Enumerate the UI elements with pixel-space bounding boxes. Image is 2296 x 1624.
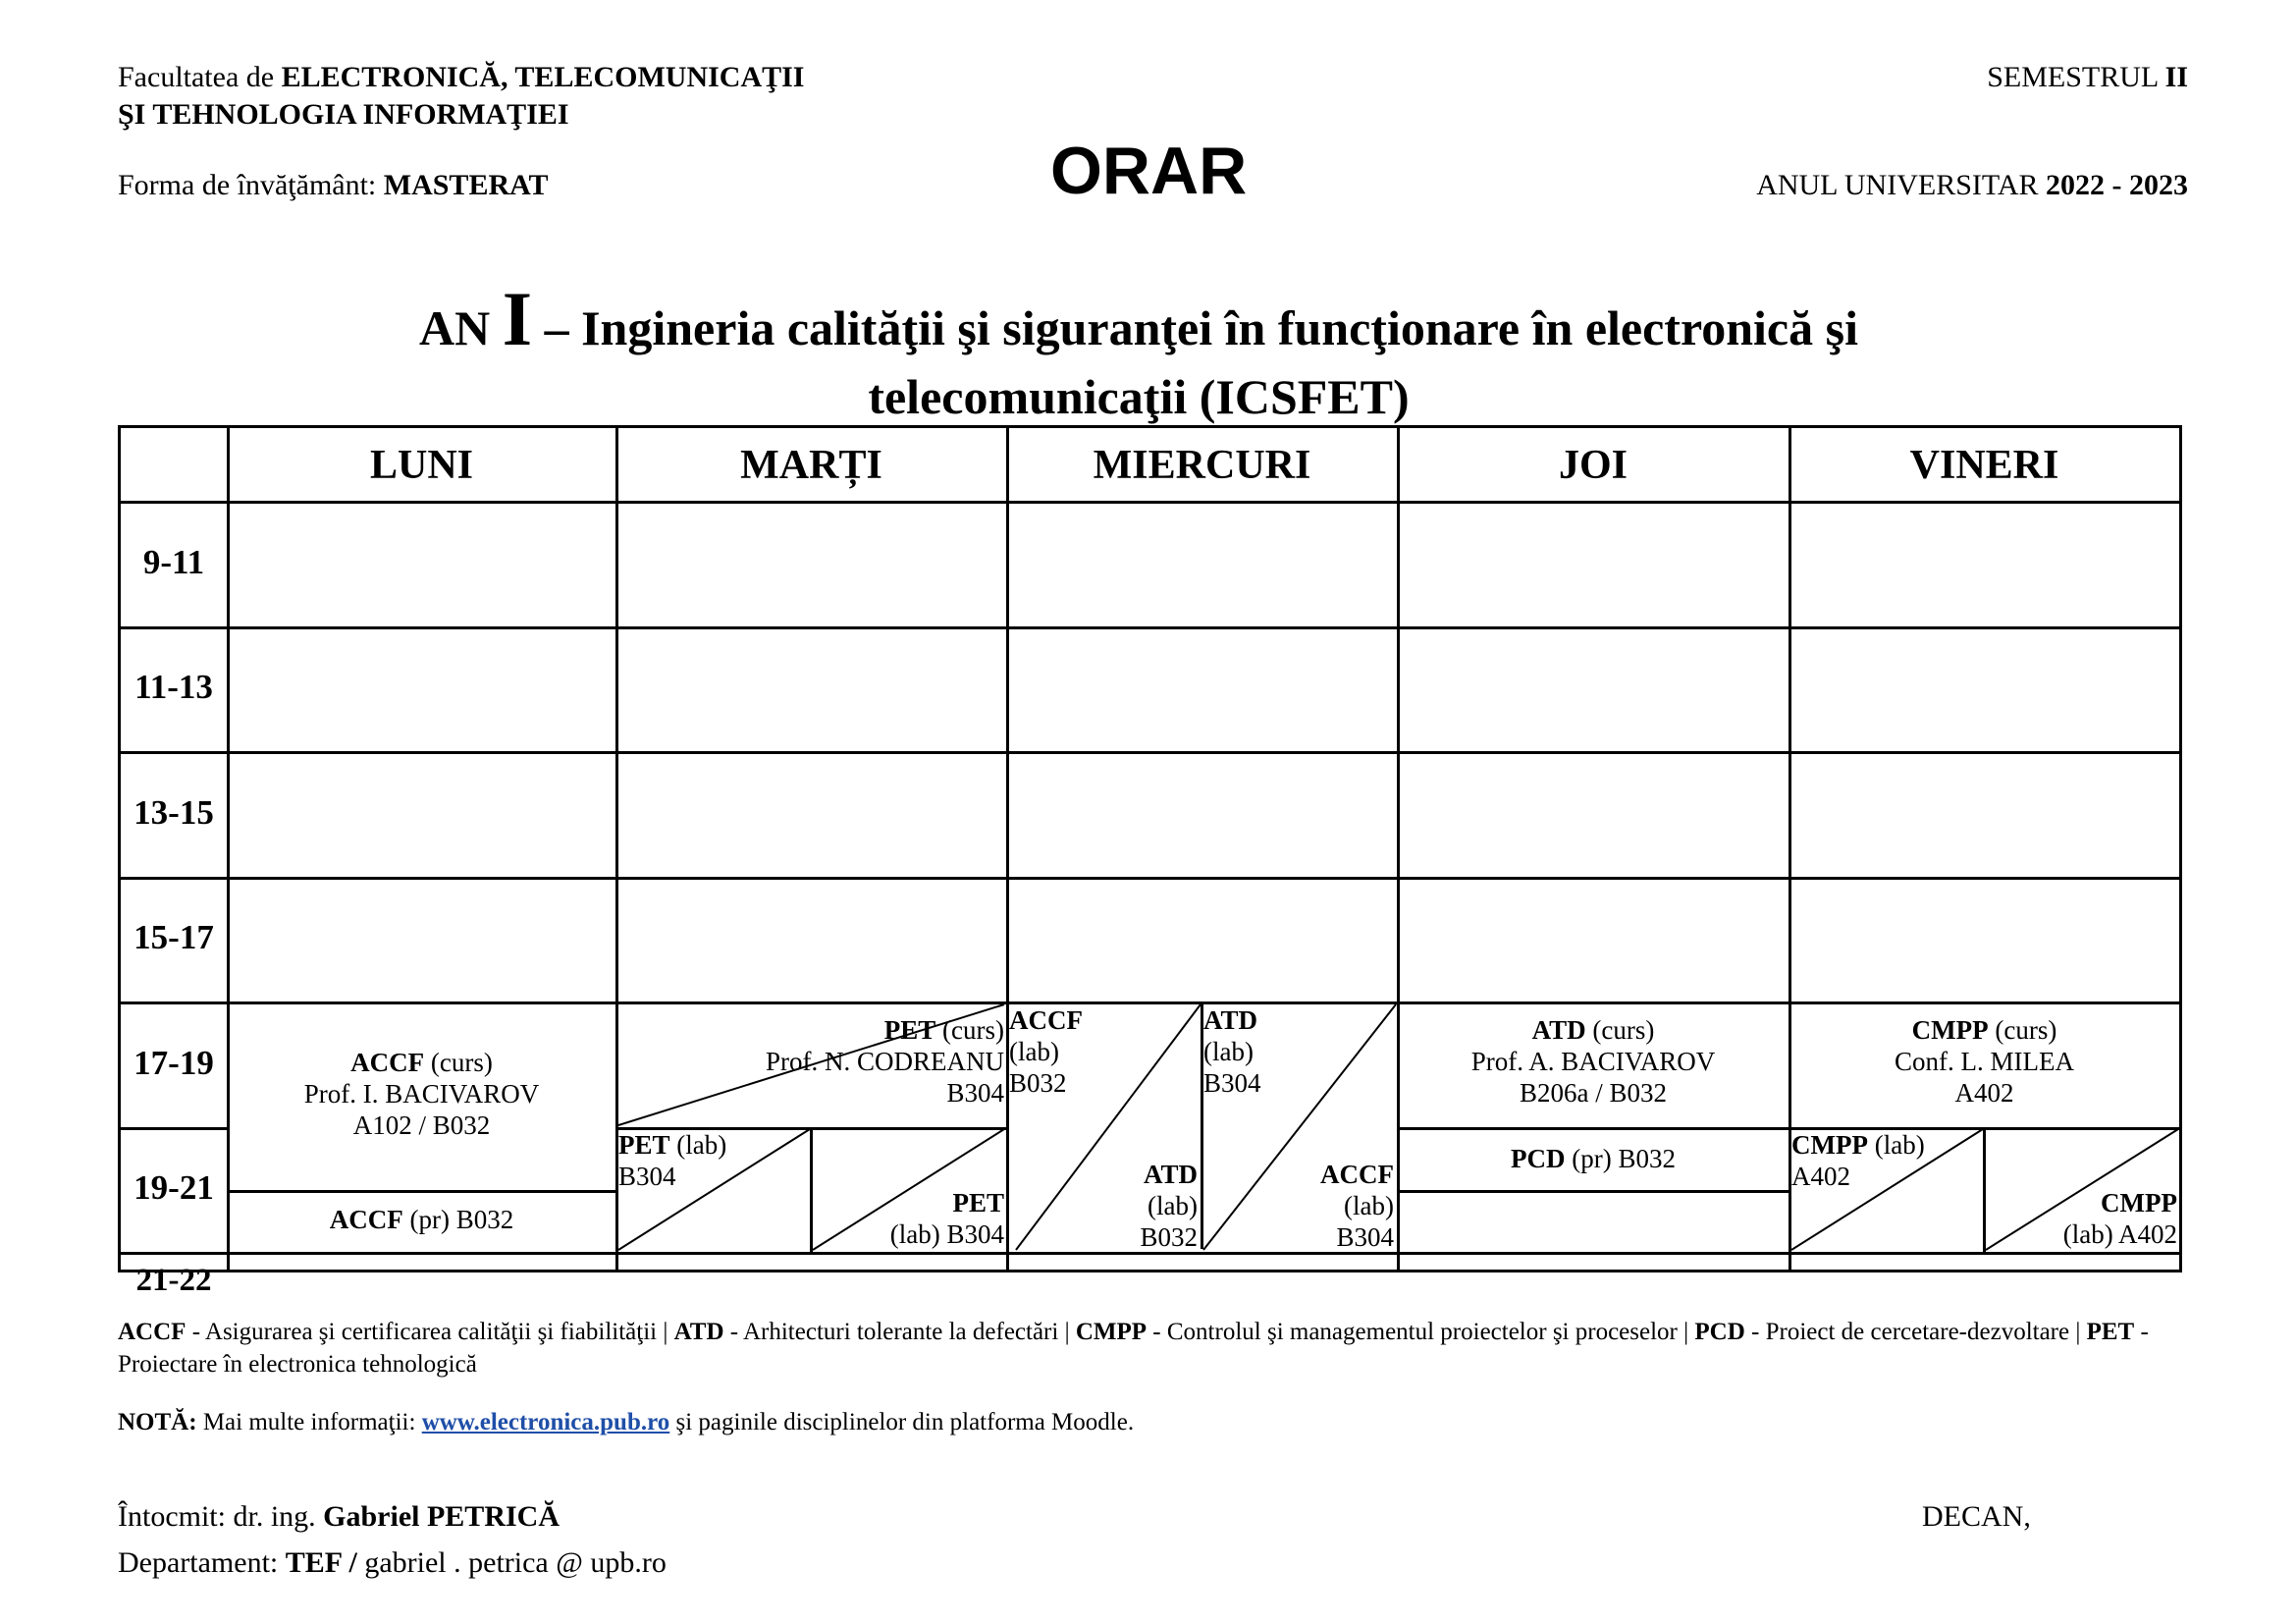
program-title-line1: – Ingineria calităţii şi siguranţei în funcţionare în electronică şi <box>544 300 1858 355</box>
course-room: A402 <box>1954 1078 2014 1108</box>
course-code: PET <box>952 1188 1004 1218</box>
time-slot-label: 15-17 <box>133 918 214 956</box>
course-professor: Prof. A. BACIVAROV <box>1470 1047 1716 1076</box>
course-room: B032 <box>1140 1222 1198 1252</box>
department-value: TEF / <box>285 1546 357 1579</box>
academic-year-label: ANUL UNIVERSITAR <box>1756 169 2039 201</box>
faculty-prefix: Facultatea de <box>118 61 275 93</box>
course-code: PET <box>883 1015 936 1045</box>
contact-email: gabriel . petrica @ upb.ro <box>364 1546 667 1579</box>
course-cell-luni-accf-pr <box>228 1204 615 1235</box>
course-type: (lab) <box>1148 1191 1198 1220</box>
year-value: I <box>502 276 533 361</box>
course-type: (lab) B304 <box>889 1219 1004 1249</box>
time-slot-label: 13-15 <box>133 793 214 832</box>
prepared-by <box>118 1498 560 1536</box>
legend-text: - Proiectare în electronica tehnologică <box>118 1319 2149 1378</box>
prepared-by-name: Gabriel PETRICĂ <box>323 1500 560 1533</box>
day-header-luni: LUNI <box>369 443 474 488</box>
legend-text: - Controlul şi managementul proiectelor şi proceselor | <box>1147 1319 1695 1345</box>
course-cell-vineri-cmpp-lab2 <box>1986 1187 2177 1250</box>
course-room: B206a / B032 <box>1519 1078 1667 1108</box>
course-cell-vineri-cmpp-curs <box>1789 1014 2179 1109</box>
faculty-name-line2: ŞI TEHNOLOGIA INFORMAŢIEI <box>118 98 569 131</box>
time-slot-label: 9-11 <box>142 543 205 581</box>
course-type: (pr) B032 <box>409 1205 514 1234</box>
day-header-vineri: VINERI <box>1909 443 2059 488</box>
course-type: (lab) <box>1344 1191 1394 1220</box>
course-code: CMPP <box>2101 1188 2177 1218</box>
course-cell-marti-pet-lab1 <box>618 1129 726 1192</box>
legend-text: - Asigurarea şi certificarea calităţii şi fiabilităţii | <box>186 1319 674 1345</box>
course-cell-marti-pet-lab2 <box>813 1187 1004 1250</box>
time-slot-label: 21-22 <box>135 1263 212 1298</box>
academic-year-value: 2022 - 2023 <box>2046 169 2188 201</box>
course-type: (lab) <box>1009 1037 1059 1066</box>
course-cell-miercuri-accf-lab2 <box>1276 1159 1394 1253</box>
course-type: (curs) <box>942 1015 1004 1045</box>
note-text: Mai multe informaţii: <box>196 1409 422 1435</box>
course-cell-luni-accf-curs <box>228 1047 615 1141</box>
legend-code: PET <box>2086 1319 2135 1345</box>
legend-code: ACCF <box>118 1319 187 1345</box>
year-label: AN <box>419 300 491 355</box>
course-type: (lab) <box>1874 1130 1925 1160</box>
day-header-miercuri: MIERCURI <box>1093 443 1311 488</box>
time-slot-label: 11-13 <box>134 668 213 706</box>
department-label: Departament: <box>118 1546 279 1579</box>
course-cell-joi-atd-curs <box>1398 1014 1789 1109</box>
course-code: ACCF <box>1009 1005 1083 1035</box>
time-slot-label: 19-21 <box>133 1168 214 1207</box>
legend-code: PCD <box>1694 1319 1745 1345</box>
course-cell-miercuri-atd-lab1 <box>1203 1004 1261 1099</box>
course-cell-miercuri-accf-lab1 <box>1009 1004 1083 1099</box>
course-cell-miercuri-atd-lab2 <box>1080 1159 1198 1253</box>
course-code: CMPP <box>1911 1015 1989 1045</box>
day-header-marti: MARȚI <box>740 443 882 488</box>
course-code: ACCF <box>1320 1160 1394 1189</box>
course-code: ATD <box>1143 1160 1198 1189</box>
note-text: şi paginile disciplinelor din platforma Moodle. <box>669 1409 1135 1435</box>
course-code: ATD <box>1203 1005 1258 1035</box>
page-title: ORAR <box>1050 134 1248 208</box>
study-form-label: Forma de învăţământ: <box>118 169 377 201</box>
course-type: (curs) <box>430 1048 493 1077</box>
course-type: (curs) <box>1592 1015 1655 1045</box>
course-professor: Conf. L. MILEA <box>1895 1047 2074 1076</box>
course-cell-marti-pet-curs <box>618 1014 1004 1109</box>
course-code: ACCF <box>329 1205 403 1234</box>
course-code: ATD <box>1531 1015 1586 1045</box>
course-room: B304 <box>946 1078 1004 1108</box>
course-type: (lab) <box>676 1130 727 1160</box>
legend-text: - Proiect de cercetare-dezvoltare | <box>1744 1319 2087 1345</box>
course-code: ACCF <box>350 1048 425 1077</box>
faculty-name-line1: ELECTRONICĂ, TELECOMUNICAŢII <box>281 61 805 93</box>
course-code: PCD <box>1511 1144 1566 1173</box>
note-label: NOTĂ: <box>118 1409 197 1435</box>
dean-label: DECAN, <box>1922 1500 2031 1533</box>
prepared-by-label: Întocmit: dr. ing. <box>118 1500 316 1533</box>
course-type: (lab) A402 <box>2062 1219 2177 1249</box>
legend-code: ATD <box>673 1319 724 1345</box>
course-room: B304 <box>1336 1222 1394 1252</box>
legend-code: CMPP <box>1075 1319 1148 1345</box>
legend-text: - Arhitecturi tolerante la defectări | <box>723 1319 1076 1345</box>
course-code: CMPP <box>1791 1130 1868 1160</box>
course-room: B304 <box>618 1162 676 1191</box>
course-cell-joi-pcd-pr <box>1398 1143 1789 1174</box>
program-title-line2: telecomunicaţii (ICSFET) <box>868 369 1410 424</box>
course-type: (lab) <box>1203 1037 1254 1066</box>
course-type: (curs) <box>1995 1015 2057 1045</box>
abbreviation-legend <box>118 1316 2209 1380</box>
day-header-joi: JOI <box>1558 443 1628 488</box>
course-room: A402 <box>1791 1162 1850 1191</box>
time-slot-label: 17-19 <box>133 1044 214 1082</box>
note <box>118 1406 2209 1438</box>
semester-label: SEMESTRUL <box>1987 61 2159 93</box>
course-type: (pr) B032 <box>1572 1144 1676 1173</box>
study-form-value: MASTERAT <box>383 169 549 201</box>
course-room: B304 <box>1203 1068 1261 1098</box>
course-room: B032 <box>1009 1068 1067 1098</box>
website-link[interactable]: www.electronica.pub.ro <box>421 1409 670 1435</box>
semester-value: II <box>2164 61 2188 93</box>
course-code: PET <box>618 1130 670 1160</box>
course-professor: Prof. I. BACIVAROV <box>303 1079 540 1109</box>
department <box>118 1544 667 1582</box>
course-room: A102 / B032 <box>352 1110 491 1140</box>
course-professor: Prof. N. CODREANU <box>766 1047 1004 1076</box>
course-cell-vineri-cmpp-lab1 <box>1791 1129 1925 1192</box>
